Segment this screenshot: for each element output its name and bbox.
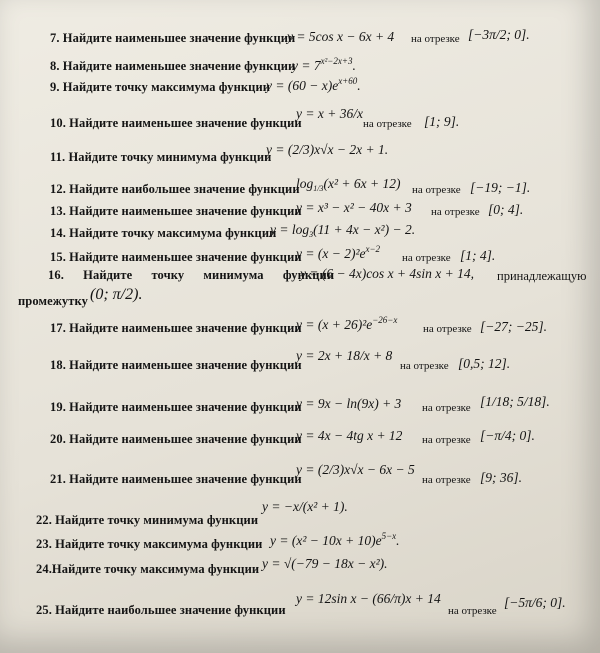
interval-label: промежутку (18, 294, 88, 308)
question-text: 13. Найдите наименьшее значение функции (50, 204, 302, 218)
segment-label: на отрезке (431, 206, 480, 218)
problem-17 (0, 315, 600, 335)
problem-23 (0, 531, 600, 551)
question-text: 9. Найдите точку максимума функции (50, 80, 271, 94)
formula: y = 9x − ln(9x) + 3 (296, 396, 402, 411)
formula: y = 5cos x − 6x + 4 (287, 29, 395, 44)
question-text: 25. Найдите наибольшее значение функции (36, 603, 286, 617)
segment: [1; 9]. (424, 114, 460, 129)
formula: y = (2/3)x√x − 2x + 1. (266, 142, 389, 157)
segment: [0,5; 12]. (458, 356, 511, 371)
problem-15 (0, 244, 600, 264)
segment: [−19; −1]. (470, 180, 531, 195)
problem-20 (0, 428, 600, 446)
formula: y = (6 − 4x)cos x + 4sin x + 14, (300, 266, 475, 281)
question-text: 22. Найдите точку минимума функции (36, 513, 259, 527)
formula: $y = (x^2 - 10x + 10)e^{5-x}$. (270, 531, 400, 548)
question-text: 23. Найдите точку максимума функции (36, 537, 263, 551)
problem-18 (0, 348, 600, 372)
problem-12 (0, 176, 600, 196)
formula: y = x³ − x² − 40x + 3 (296, 200, 412, 215)
segment: [1/18; 5/18]. (480, 394, 550, 409)
question-text: 10. Найдите наименьшее значение функции (50, 116, 302, 130)
question-text: 12. Найдите наибольшее значение функции (50, 182, 300, 196)
question-text: 16. Найдите точку минимума функции (48, 268, 335, 282)
segment-label: на отрезке (448, 605, 497, 617)
segment: [−3π/2; 0]. (468, 27, 530, 42)
problem-25 (0, 591, 600, 617)
question-text: 21. Найдите наименьшее значение функции (50, 472, 302, 486)
formula: y = (2/3)x√x − 6x − 5 (296, 462, 415, 477)
question-text: 17. Найдите наименьшее значение функции (50, 321, 302, 335)
problem-22 (0, 499, 600, 527)
question-text: 18. Найдите наименьшее значение функции (50, 358, 302, 372)
formula: y = 12sin x − (66/π)x + 14 (296, 591, 441, 606)
formula: y = √(−79 − 18x − x²). (262, 556, 388, 571)
question-text: 20. Найдите наименьшее значение функции (50, 432, 302, 446)
formula: y = 4x − 4tg x + 12 (296, 428, 403, 443)
problem-16 (0, 266, 600, 283)
formula: $y = (60 - x)e^{x+60}$. (266, 76, 361, 93)
segment-label: на отрезке (402, 252, 451, 264)
segment-label: на отрезке (422, 434, 471, 446)
question-text: 19. Найдите наименьшее значение функции (50, 400, 302, 414)
formula: $y = 7^{x^2-2x+3}$. (292, 56, 356, 73)
problem-14 (0, 222, 600, 240)
segment-label: на отрезке (363, 118, 412, 130)
formula: $\log_{1/3}(x^2 + 6x + 12)$ (296, 176, 401, 193)
question-text: 7. Найдите наименьшее значение функции (50, 31, 296, 45)
formula: $y = (x - 2)^2e^{x-2}$ (296, 244, 381, 261)
segment-label: на отрезке (411, 33, 460, 45)
segment-label: на отрезке (422, 474, 471, 486)
segment: [−27; −25]. (480, 319, 547, 334)
segment: [−π/4; 0]. (480, 428, 535, 443)
question-text: 8. Найдите наименьшее значение функции (50, 59, 296, 73)
formula: $y = \log_3(11 + 4x - x^2) - 2$. (270, 222, 416, 239)
question-text: 14. Найдите точку максимума функции (50, 226, 277, 240)
problem-9 (0, 76, 600, 94)
problem-10 (0, 106, 600, 130)
segment-label: на отрезке (423, 323, 472, 335)
question-text: 24.Найдите точку максимума функции (36, 562, 260, 576)
formula: $y = (x + 26)^2e^{-26-x}$ (296, 315, 398, 332)
problem-16-interval (0, 286, 600, 308)
continuation-text: принадлежащую (497, 269, 587, 283)
segment-label: на отрезке (400, 360, 449, 372)
segment-label: на отрезке (412, 184, 461, 196)
problem-13 (0, 200, 600, 218)
segment: [−5π/6; 0]. (504, 595, 566, 610)
formula: y = 2x + 18/x + 8 (296, 348, 393, 363)
segment-label: на отрезке (422, 402, 471, 414)
formula: y = −x/(x² + 1). (262, 499, 348, 514)
problem-8 (0, 56, 600, 73)
problem-11 (0, 142, 600, 164)
problem-21 (0, 462, 600, 486)
interval: (0; π/2). (90, 286, 143, 303)
segment: [0; 4]. (488, 202, 524, 217)
question-text: 11. Найдите точку минимума функции (50, 150, 272, 164)
segment: [1; 4]. (460, 248, 496, 263)
problem-7 (0, 27, 600, 45)
formula: y = x + 36/x (296, 106, 363, 121)
problem-19 (0, 394, 600, 414)
segment: [9; 36]. (480, 470, 523, 485)
question-text: 15. Найдите наименьшее значение функции (50, 250, 302, 264)
problem-24 (0, 556, 600, 576)
